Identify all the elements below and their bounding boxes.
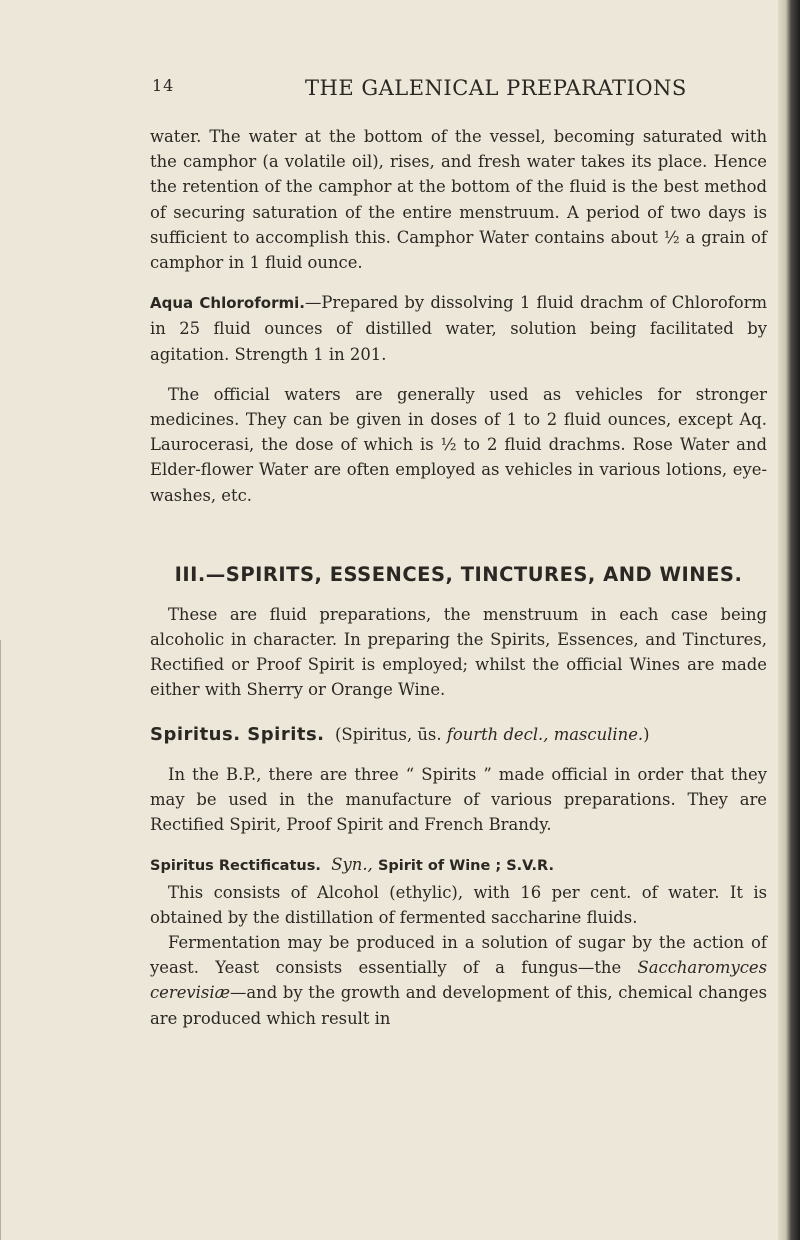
section-heading: III.—SPIRITS, ESSENCES, TINCTURES, AND WINES. bbox=[174, 562, 743, 586]
spiritus-paren-close: ) bbox=[643, 724, 650, 744]
paragraph-spiritus-heading bbox=[150, 722, 767, 747]
synonym-spirit-of-wine: Spirit of Wine ; S.V.R. bbox=[377, 858, 554, 875]
page-header bbox=[0, 76, 780, 106]
term-aqua-chloroformi: Aqua Chloroformi. bbox=[150, 294, 305, 313]
syn-label: Syn., bbox=[331, 855, 373, 875]
page-number: 14 bbox=[152, 76, 175, 95]
paragraph-aqua-chloroformi bbox=[150, 290, 767, 367]
fermentation-text-end: —and by the growth and development of this, chemical changes are produced which result in bbox=[150, 983, 767, 1028]
paragraph-bp-spirits: In the B.P., there are three “ Spirits ” made official in order that they may be used in the manufacture of various preparations. They are Rectified Spirit, Proof Spirit and French Brandy. bbox=[150, 764, 767, 835]
page-body bbox=[150, 124, 767, 1031]
spiritus-paren-open: (Spiritus, ūs. bbox=[334, 724, 442, 744]
book-spine-edge bbox=[778, 0, 800, 1240]
aqua-chloroformi-text: —Prepared by dissolving 1 fluid drachm of Chloroform in 25 fluid ounces of distilled water, solution being facilitated by agitation. Strength 1 in 201. bbox=[150, 293, 768, 364]
term-spiritus-rectificatus: Spiritus Rectificatus. bbox=[150, 858, 321, 875]
spiritus-declension: fourth decl., masculine. bbox=[446, 724, 644, 744]
paragraph-spiritus-rectificatus bbox=[150, 852, 767, 879]
paragraph-fermentation bbox=[150, 930, 767, 1031]
saccharomyces-name: Saccharomyces cerevisiæ bbox=[150, 958, 768, 1003]
paragraph-alcohol: This consists of Alcohol (ethylic), with 16 per cent. of water. It is obtained by the distillation of fermented saccharine fluids. bbox=[150, 882, 767, 927]
page-edge-lines bbox=[0, 640, 15, 1240]
term-spiritus: Spiritus. Spirits. bbox=[150, 723, 325, 745]
running-head: THE GALENICAL PREPARATIONS bbox=[305, 76, 687, 100]
paragraph-camphor-water: water. The water at the bottom of the vessel, becoming saturated with the camphor (a volatile oil), rises, and fresh water takes its place. Hence the retention of the camphor at the bottom of the fluid is the best method of securing saturation of the entire menstruum. A period of two days is sufficient to accomplish this. Camphor Water contains about ½ a grain of camphor in 1 fluid ounce. bbox=[150, 127, 767, 273]
paragraph-official-waters: The official waters are generally used as vehicles for stronger medicines. They can be given in doses of 1 to 2 fluid ounces, except Aq. Laurocerasi, the dose of which is ½ to 2 fluid drachms. Rose Water and Elder-flower Water are often employed as vehicles in various lotions, eye-washes, etc. bbox=[150, 384, 767, 505]
fermentation-text-start: Fermentation may be produced in a solution of sugar by the action of yeast. Yeast consists essentially of a fungus—the bbox=[150, 933, 767, 978]
paragraph-fluid-preparations: These are fluid preparations, the menstruum in each case being alcoholic in character. In preparing the Spirits, Essences, and Tinctures, Rectified or Proof Spirit is employed; whilst the official Wines are made either with Sherry or Orange Wine. bbox=[150, 604, 767, 700]
